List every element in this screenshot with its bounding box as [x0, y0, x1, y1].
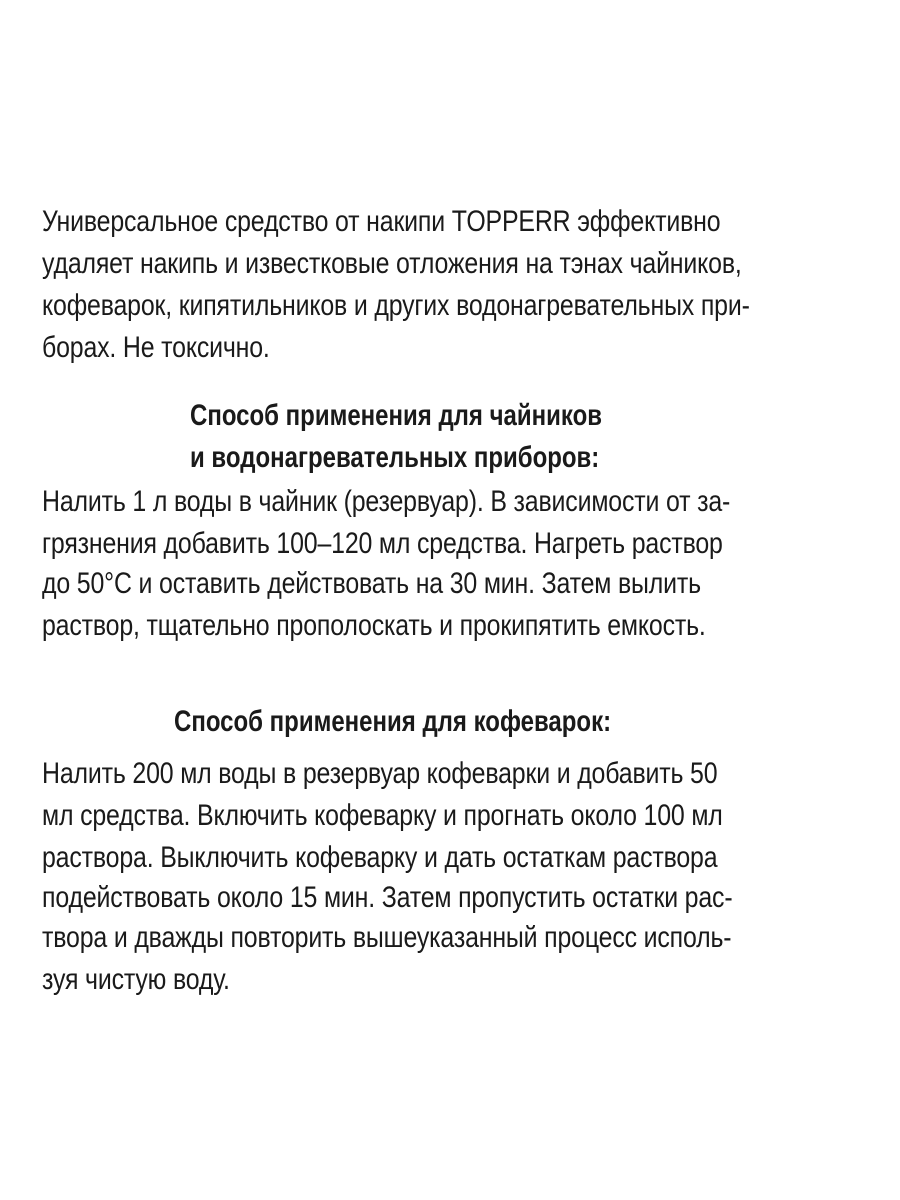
kettle-instruction-line: раствор, тщательно прополоскать и прокипятить емкость. [42, 609, 706, 642]
coffee-instruction-line: зуя чистую воду. [42, 963, 230, 996]
kettle-heading-line: Способ применения для чайников [190, 399, 602, 432]
coffee-instruction-line: подействовать около 15 мин. Затем пропустить остатки рас- [42, 881, 733, 914]
intro-line: борах. Не токсично. [42, 331, 270, 364]
coffee-instruction-line: мл средства. Включить кофеварку и прогнать около 100 мл [42, 799, 723, 832]
coffee-heading: Способ применения для кофеварок: [174, 705, 612, 738]
coffee-instruction-line: раствора. Выключить кофеварку и дать остаткам раствора [42, 841, 718, 874]
intro-line: Универсальное средство от накипи TOPPERR эффективно [42, 205, 721, 238]
coffee-instruction-line: Налить 200 мл воды в резервуар кофеварки и добавить 50 [42, 757, 718, 790]
kettle-instruction-line: до 50°С и оставить действовать на 30 мин. Затем вылить [42, 567, 701, 600]
intro-line: кофеварок, кипятильников и других водонагревательных при- [42, 289, 750, 322]
intro-line: удаляет накипь и известковые отложения на тэнах чайников, [42, 247, 742, 280]
kettle-heading-line: и водонагревательных приборов: [190, 441, 600, 474]
kettle-instruction-line: грязнения добавить 100–120 мл средства. Нагреть раствор [42, 527, 723, 560]
coffee-instruction-line: твора и дважды повторить вышеуказанный процесс исполь- [42, 921, 732, 954]
kettle-instruction-line: Налить 1 л воды в чайник (резервуар). В зависимости от за- [42, 485, 731, 518]
